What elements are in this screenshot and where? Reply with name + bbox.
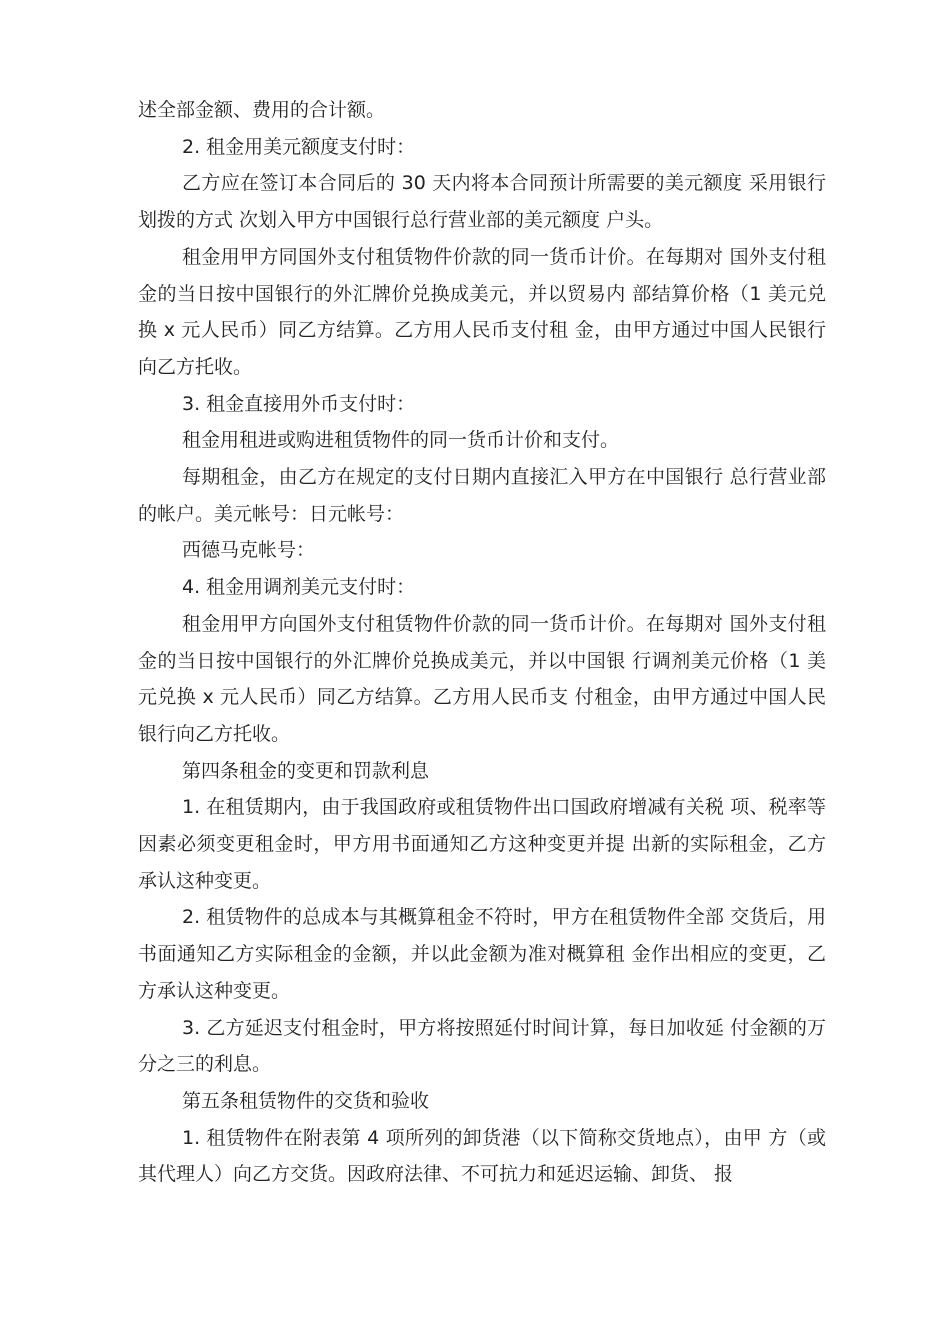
paragraph-10: 租金用甲方向国外支付租赁物件价款的同一货币计价。在每期对 国外支付租金的当日按中国银行的外汇牌价兑换成美元，并以中国银 行调剂美元价格（1 美元兑换 x 元人民币）同乙方结算。乙方用人民币支 付租金，由甲方通过中国人民银行向乙方托收。	[138, 612, 826, 745]
paragraph-5: 3. 租金直接用外币支付时：	[182, 392, 416, 415]
paragraph-7: 每期租金，由乙方在规定的支付日期内直接汇入甲方在中国银行 总行营业部的帐户。美元帐号：日元帐号：	[138, 466, 826, 525]
paragraph-14: 3. 乙方延迟支付租金时，甲方将按照延付时间计算，每日加收延 付金额的万分之三的利息。	[138, 1016, 826, 1076]
paragraph-16: 1. 租赁物件在附表第 4 项所列的卸货港（以下简称交货地点），由甲 方（或其代理人）向乙方交货。因政府法律、不可抗力和延迟运输、卸货、 报	[138, 1126, 826, 1186]
paragraph-13: 2. 租赁物件的总成本与其概算租金不符时，甲方在租赁物件全部 交货后，用书面通知乙方实际租金的金额，并以此金额为准对概算租 金作出相应的变更，乙方承认这种变更。	[138, 906, 826, 1002]
paragraph-6: 租金用租进或购进租赁物件的同一货币计价和支付。	[182, 429, 620, 452]
paragraph-12: 1. 在租赁期内，由于我国政府或租赁物件出口国政府增减有关税 项、税率等因素必须变更租金时，甲方用书面通知乙方这种变更并提 出新的实际租金，乙方承认这种变更。	[138, 796, 826, 892]
paragraph-1: 述全部金额、费用的合计额。	[138, 99, 386, 121]
section-heading-4: 第四条租金的变更和罚款利息	[182, 759, 430, 782]
paragraph-4: 租金用甲方同国外支付租赁物件价款的同一货币计价。在每期对 国外支付租金的当日按中国银行的外汇牌价兑换成美元，并以贸易内 部结算价格（1 美元兑换 x 元人民币）同乙方结算。乙方用人民币支付租 金，由甲方通过中国人民银行向乙方托收。	[138, 245, 826, 378]
paragraph-3: 乙方应在签订本合同后的 30 天内将本合同预计所需要的美元额度 采用银行划拨的方式 次划入甲方中国银行总行营业部的美元额度 户头。	[138, 172, 826, 232]
paragraph-9: 4. 租金用调剂美元支付时：	[182, 576, 416, 599]
paragraph-8: 西德马克帐号：	[182, 539, 316, 562]
paragraph-2: 2. 租金用美元额度支付时：	[182, 135, 416, 158]
section-heading-5: 第五条租赁物件的交货和验收	[182, 1089, 430, 1112]
